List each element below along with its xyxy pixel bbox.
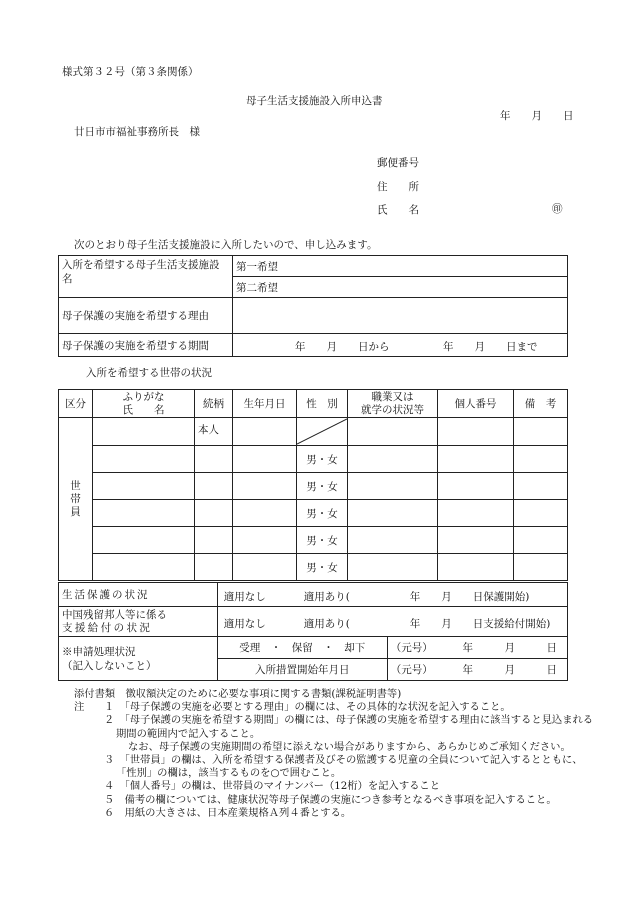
- birthdate-cell[interactable]: [233, 527, 297, 554]
- status-table: [58, 582, 568, 681]
- id-number-cell[interactable]: [438, 473, 514, 500]
- intro-text: 次のとおり母子生活支援施設に入所したいので、申し込みます。: [74, 239, 378, 251]
- note-5: ５ 備考の欄については、健康状況等母子保護の実施につき参考となるべき事項を記入すること。: [104, 793, 557, 806]
- sex-cell[interactable]: 男・女: [297, 500, 348, 527]
- relation-cell[interactable]: [195, 554, 233, 581]
- header-name: [93, 390, 195, 418]
- support-date: 年 月 日支援給付開始): [409, 618, 551, 630]
- header-occupation-1: 職業又は: [371, 390, 414, 403]
- form-title: 母子生活支援施設入所申込書: [246, 95, 383, 107]
- period-to: 年 月 日まで: [443, 341, 538, 353]
- header-id-number: 個人番号: [438, 390, 514, 418]
- first-choice-label: 第一希望: [236, 260, 278, 273]
- table-row: [59, 473, 568, 500]
- first-choice-field[interactable]: [233, 256, 568, 277]
- note-label: 注: [74, 701, 85, 714]
- member-label: 世帯員: [59, 418, 93, 581]
- note-4: ４ 「個人番号」の欄は、世帯員のマイナンバー（12桁）を記入すること: [104, 780, 441, 793]
- table-row: [59, 527, 568, 554]
- relation-cell[interactable]: [195, 446, 233, 473]
- remarks-cell[interactable]: [514, 527, 568, 554]
- table-row: [59, 446, 568, 473]
- process-label-2: （記入しないこと）: [62, 659, 157, 672]
- postal-label: 郵便番号: [377, 157, 419, 169]
- era-1: （元号）: [387, 637, 443, 659]
- footer-notes: [74, 688, 594, 820]
- name-cell[interactable]: [93, 446, 195, 473]
- welfare-none: 適用なし: [223, 591, 266, 603]
- occupation-cell[interactable]: [348, 500, 438, 527]
- attachment-line: 添付書類 徴収額決定のために必要な事項に関する書類(課税証明書等): [74, 688, 402, 700]
- header-relation: 続柄: [195, 390, 233, 418]
- form-number: 様式第３２号（第３条関係）: [62, 66, 199, 78]
- relation-cell[interactable]: [195, 473, 233, 500]
- second-choice-field[interactable]: [233, 277, 568, 298]
- relation-cell[interactable]: [195, 500, 233, 527]
- header-furigana: ふりがな: [122, 390, 165, 403]
- header-occupation: [348, 390, 438, 418]
- date-2: 年 月 日: [443, 659, 567, 681]
- sex-cell[interactable]: 男・女: [297, 554, 348, 581]
- period-from: 年 月 日から: [295, 341, 390, 353]
- request-table: [58, 255, 568, 357]
- era-2: （元号）: [387, 659, 443, 681]
- welfare-yes: 適用あり(: [303, 591, 350, 603]
- note-1: [74, 701, 594, 714]
- sex-cell[interactable]: 男・女: [297, 527, 348, 554]
- note-3: ３ 「世帯員」の欄は、入所を希望する保護者及びその監護する児童の全員について記入するとともに、「性別」の欄は，該当するものを○で囲むこと。: [104, 754, 583, 780]
- support-label-1: 中国残留邦人等に係る: [62, 608, 167, 621]
- name-cell[interactable]: [93, 527, 195, 554]
- birthdate-cell[interactable]: [233, 500, 297, 527]
- relation-cell: 本人: [195, 418, 233, 446]
- remarks-cell[interactable]: [514, 446, 568, 473]
- header-occupation-2: 就学の状況等: [361, 403, 424, 416]
- welfare-field[interactable]: [217, 583, 567, 607]
- address-label: 住 所: [377, 181, 419, 193]
- remarks-cell[interactable]: [514, 554, 568, 581]
- header-birthdate: 生年月日: [233, 390, 297, 418]
- header-kubun: 区分: [59, 390, 93, 418]
- seal-mark: ㊞: [552, 203, 563, 215]
- process-label: [59, 637, 218, 681]
- support-label-2: 支援給付の状況: [62, 621, 153, 634]
- remarks-cell[interactable]: [514, 500, 568, 527]
- note-2: ２ 「母子保護の実施を希望する期間」の欄には、母子保護の実施を希望する理由に該当すると見込まれる期間の範囲内で記入すること。: [104, 714, 594, 740]
- occupation-cell[interactable]: [348, 527, 438, 554]
- welfare-label: 生活保護の状況: [59, 583, 218, 607]
- reason-label: 母子保護の実施を希望する理由: [59, 298, 233, 334]
- support-none: 適用なし: [223, 618, 266, 630]
- name-cell[interactable]: [93, 473, 195, 500]
- process-label-1: ※申請処理状況: [62, 645, 136, 658]
- birthdate-cell[interactable]: [233, 554, 297, 581]
- id-number-cell[interactable]: [438, 500, 514, 527]
- name-cell[interactable]: [93, 500, 195, 527]
- table-row: [59, 500, 568, 527]
- household-table: [58, 389, 568, 581]
- support-label: [59, 607, 218, 637]
- process-start: 入所措置開始年月日: [217, 659, 387, 681]
- welfare-date: 年 月 日保護開始): [409, 591, 530, 603]
- header-remarks: 備 考: [514, 390, 568, 418]
- process-accept: 受理 ・ 保留 ・ 却下: [217, 637, 387, 659]
- remarks-cell[interactable]: [514, 473, 568, 500]
- occupation-cell[interactable]: [348, 554, 438, 581]
- note-6: ６ 用紙の大きさは、日本産業規格Ａ列４番とする。: [104, 806, 352, 819]
- sex-cell[interactable]: 男・女: [297, 473, 348, 500]
- support-yes: 適用あり(: [303, 618, 350, 630]
- birthdate-cell[interactable]: [233, 418, 297, 446]
- note-2b: なお、母子保護の実施期間の希望に添えない場合がありますから、あらかじめご承知ください。: [128, 740, 571, 753]
- id-number-cell[interactable]: [438, 554, 514, 581]
- table-row: [59, 554, 568, 581]
- name-label: 氏 名: [377, 204, 419, 216]
- date-1: 年 月 日: [443, 637, 567, 659]
- period-label: 母子保護の実施を希望する期間: [59, 334, 233, 357]
- sex-cell[interactable]: 男・女: [297, 446, 348, 473]
- name-cell[interactable]: [93, 554, 195, 581]
- note-1-text: １ 「母子保護の実施を必要とする理由」の欄には、その具体的な状況を記入すること。: [104, 701, 511, 714]
- reason-field[interactable]: [233, 298, 568, 334]
- id-number-cell[interactable]: [438, 418, 514, 446]
- sex-cell-diagonal: [297, 418, 348, 446]
- remarks-cell[interactable]: [514, 418, 568, 446]
- header-name-text: 氏 名: [122, 403, 165, 416]
- occupation-cell[interactable]: [348, 418, 438, 446]
- occupation-cell[interactable]: [348, 473, 438, 500]
- id-number-cell[interactable]: [438, 446, 514, 473]
- facility-label: 入所を希望する母子生活支援施設名: [59, 256, 233, 298]
- table-row: [59, 418, 568, 446]
- birthdate-cell[interactable]: [233, 473, 297, 500]
- household-title: 入所を希望する世帯の状況: [86, 367, 212, 379]
- period-field[interactable]: [233, 334, 568, 357]
- occupation-cell[interactable]: [348, 446, 438, 473]
- support-field[interactable]: [217, 607, 567, 637]
- date-line: 年 月 日: [500, 110, 574, 122]
- second-choice-label: 第二希望: [236, 281, 278, 294]
- name-cell[interactable]: [93, 418, 195, 446]
- id-number-cell[interactable]: [438, 527, 514, 554]
- birthdate-cell[interactable]: [233, 446, 297, 473]
- header-sex: 性 別: [297, 390, 348, 418]
- addressee: 廿日市市福祉事務所長 様: [74, 126, 200, 138]
- relation-cell[interactable]: [195, 527, 233, 554]
